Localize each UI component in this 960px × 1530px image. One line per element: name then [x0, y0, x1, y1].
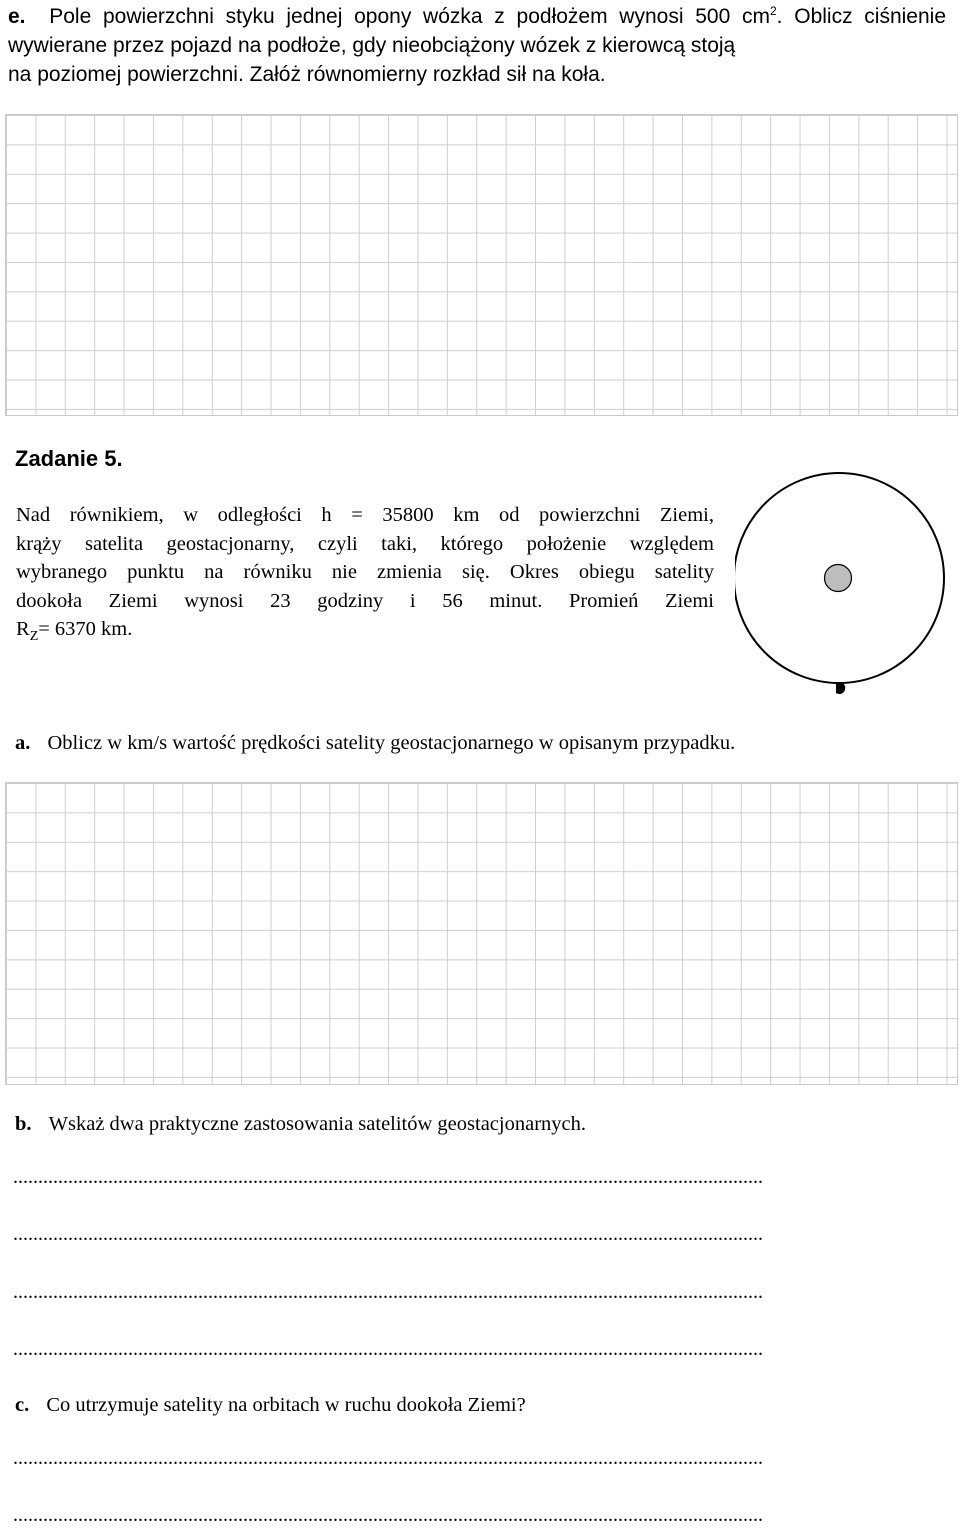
task-e-line1: Pole powierzchni styku jednej opony wózka z podłożem wynosi 500 cm [49, 5, 770, 28]
part-b-text: Wskaż dwa praktyczne zastosowania satelitów geostacjonarnych. [48, 1113, 587, 1135]
zadanie5-line2: krąży satelita geostacjonarny, czyli taki, którego położenie względem [16, 532, 714, 555]
task-e-label: e. [8, 5, 26, 28]
answer-line-b3[interactable]: ...................................................................................................................................................... [13, 1281, 763, 1303]
answer-line-c1[interactable]: ...................................................................................................................................................... [13, 1447, 763, 1469]
zadanie5-heading: Zadanie 5. [15, 446, 123, 471]
zadanie5-line1: Nad równikiem, w odległości h = 35800 km od powierzchni Ziemi, [16, 504, 714, 526]
zadanie5-line4: dookoła Ziemi wynosi 23 godziny i 56 minut. Promień Ziemi [16, 589, 714, 612]
answer-grid-a[interactable] [5, 782, 958, 1085]
task-e-line3: na poziomej powierzchni. Załóż równomierny rozkład sił na koła. [8, 63, 606, 86]
task-e-sup: 2 [769, 4, 777, 18]
part-a [15, 729, 945, 758]
part-b [15, 1110, 945, 1139]
part-a-text: Oblicz w km/s wartość prędkości satelity geostacjonarnego w opisanym przypadku. [47, 732, 736, 754]
part-a-label: a. [15, 732, 31, 754]
zadanie5-line3: wybranego punktu na równiku nie zmienia się. Okres obiegu satelity [16, 561, 714, 583]
earth-icon [825, 565, 852, 592]
task-e-line1-end: . Oblicz ciśnienie [776, 5, 947, 28]
orbit-diagram [735, 470, 950, 700]
task-e-line2: wywierane przez pojazd na podłoże, gdy nieobciążony wózek z kierowcą stoją [8, 34, 736, 57]
zadanie5-text [16, 501, 714, 644]
answer-grid-e[interactable] [5, 114, 958, 416]
task-e-text [8, 2, 946, 89]
answer-line-b4[interactable]: ...................................................................................................................................................... [13, 1338, 763, 1360]
part-c-text: Co utrzymuje satelity na orbitach w ruchu dookoła Ziemi? [46, 1394, 526, 1416]
answer-line-c2[interactable]: ...................................................................................................................................................... [13, 1504, 763, 1526]
part-c [15, 1391, 945, 1420]
part-c-label: c. [15, 1394, 30, 1416]
answer-line-b2[interactable]: ...................................................................................................................................................... [13, 1223, 763, 1245]
part-b-label: b. [15, 1113, 32, 1135]
answer-line-b1[interactable]: ...................................................................................................................................................... [13, 1166, 763, 1188]
zadanie5-radius: $R_Z= 6370$ km. [16, 618, 133, 645]
